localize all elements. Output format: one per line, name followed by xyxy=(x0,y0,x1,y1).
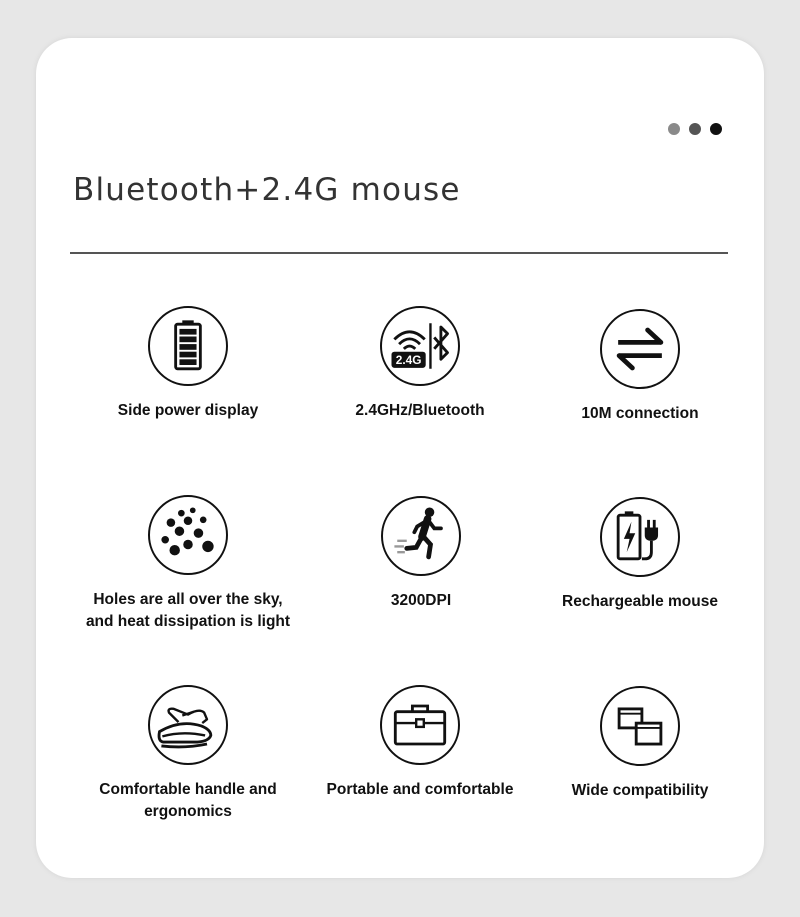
dot-2[interactable] xyxy=(689,123,701,135)
feature-label: 10M connection xyxy=(581,405,699,422)
label-line-1: Comfortable handle and xyxy=(99,781,277,798)
icon-text: 2.4G xyxy=(395,353,422,368)
feature-wireless-bluetooth xyxy=(307,306,533,422)
feature-compatibility xyxy=(527,686,753,802)
feature-label: 2.4GHz/Bluetooth xyxy=(355,402,485,419)
feature-10m-connection xyxy=(527,309,753,425)
feature-3200dpi xyxy=(308,496,534,612)
pagination-dots xyxy=(668,123,722,135)
feature-label: Wide compatibility xyxy=(571,782,709,799)
dotted-holes-icon xyxy=(150,495,226,575)
feature-heat-dissipation xyxy=(75,495,301,633)
running-man-icon xyxy=(383,496,459,576)
dot-3[interactable] xyxy=(710,123,722,135)
feature-label: Rechargeable mouse xyxy=(562,593,718,610)
feature-card xyxy=(36,38,764,878)
transfer-arrows-icon xyxy=(602,309,678,389)
feature-label: 3200DPI xyxy=(390,592,452,609)
page-title: Bluetooth+2.4G mouse xyxy=(73,172,461,208)
divider xyxy=(70,252,728,254)
feature-rechargeable xyxy=(527,497,753,613)
overlapping-windows-icon xyxy=(602,686,678,766)
feature-label: Portable and comfortable xyxy=(326,781,514,798)
label-line-1: Holes are all over the sky, xyxy=(93,591,283,608)
label-line-2: ergonomics xyxy=(144,803,232,820)
feature-label: Side power display xyxy=(117,402,259,419)
feature-ergonomics xyxy=(75,685,301,823)
label-line-2: and heat dissipation is light xyxy=(85,613,291,630)
briefcase-icon xyxy=(382,685,458,765)
hand-on-mouse-icon xyxy=(150,685,226,765)
wireless-bluetooth-icon xyxy=(382,306,458,386)
battery-icon xyxy=(150,306,226,386)
feature-label xyxy=(75,779,301,823)
feature-side-power-display xyxy=(75,306,301,422)
feature-label xyxy=(75,589,301,633)
charging-battery-icon xyxy=(602,497,678,577)
dot-1[interactable] xyxy=(668,123,680,135)
feature-portable xyxy=(307,685,533,801)
